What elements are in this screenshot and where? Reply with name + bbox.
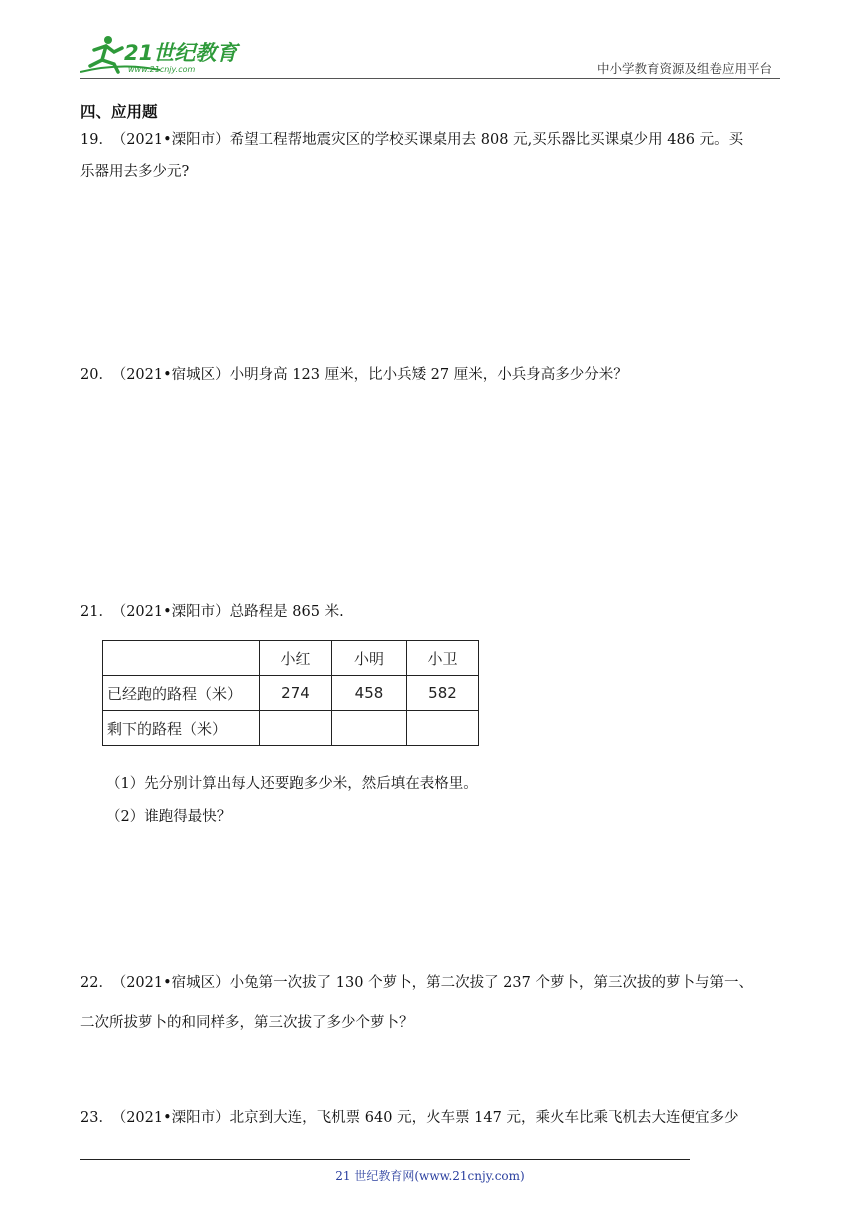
question-23 xyxy=(80,1102,780,1134)
table-header-row xyxy=(103,641,479,676)
table-cell-blank xyxy=(407,711,479,746)
header-platform-text: 中小学教育资源及组卷应用平台 xyxy=(596,61,772,76)
question-19 xyxy=(80,124,780,188)
question-22 xyxy=(80,967,780,1039)
question-source: （2021•溧阳市） xyxy=(118,1110,230,1126)
row-label: 剩下的路程（米） xyxy=(103,711,260,746)
table-corner-cell xyxy=(103,641,260,676)
question-text-cont: 二次所拔萝卜的和同样多，第三次拔了多少个萝卜？ xyxy=(80,1015,414,1031)
question-text-cont: 乐器用去多少元? xyxy=(80,164,190,180)
table-header-cell: 小卫 xyxy=(407,641,479,676)
table-row xyxy=(103,676,479,711)
question-text: 小兔第一次拔了 130 个萝卜，第二次拔了 237 个萝卜，第三次拔的萝卜与第一、 xyxy=(229,975,753,991)
section-title: 四、应用题 xyxy=(80,102,158,121)
table-cell-blank xyxy=(332,711,407,746)
table-header-cell: 小明 xyxy=(332,641,407,676)
table-cell-blank xyxy=(260,711,332,746)
question-source: （2021•宿城区） xyxy=(118,975,230,991)
question-number: 22． xyxy=(80,975,113,991)
table-row xyxy=(103,711,479,746)
header-divider xyxy=(80,78,780,79)
logo-21cnjy xyxy=(80,32,250,76)
question-number: 19． xyxy=(80,132,113,148)
page-header xyxy=(80,30,780,78)
question-text: 希望工程帮地震灾区的学校买课桌用去 808 元,买乐器比买课桌少用 486 元。买 xyxy=(229,132,744,148)
question-source: （2021•溧阳市） xyxy=(118,132,230,148)
question-number: 20． xyxy=(80,367,113,383)
row-label: 已经跑的路程（米） xyxy=(103,676,260,711)
question-20 xyxy=(80,359,780,391)
question-text: 北京到大连，飞机票 640 元，火车票 147 元，乘火车比乘飞机去大连便宜多少 xyxy=(229,1110,739,1126)
question-number: 23． xyxy=(80,1110,113,1126)
question-21 xyxy=(80,596,780,628)
footer-divider xyxy=(80,1159,690,1160)
table-cell: 458 xyxy=(332,676,407,711)
question-source: （2021•溧阳市） xyxy=(118,604,230,620)
logo-url: www.21cnjy.com xyxy=(128,65,196,74)
question-number: 21． xyxy=(80,604,113,620)
question-text: 总路程是 865 米. xyxy=(229,604,344,620)
question-source: （2021•宿城区） xyxy=(118,367,230,383)
question-text: 小明身高 123 厘米，比小兵矮 27 厘米，小兵身高多少分米？ xyxy=(229,367,628,383)
sub-question-1: （1）先分别计算出每人还要跑多少米，然后填在表格里。 xyxy=(106,776,478,792)
footer-link[interactable]: 21 世纪教育网(www.21cnjy.com) xyxy=(335,1169,525,1183)
running-distance-table xyxy=(102,640,479,746)
table-cell: 582 xyxy=(407,676,479,711)
table-header-cell: 小红 xyxy=(260,641,332,676)
sub-question-2: （2）谁跑得最快？ xyxy=(106,809,232,825)
logo-text: 21世纪教育 xyxy=(124,41,238,65)
table-cell: 274 xyxy=(260,676,332,711)
